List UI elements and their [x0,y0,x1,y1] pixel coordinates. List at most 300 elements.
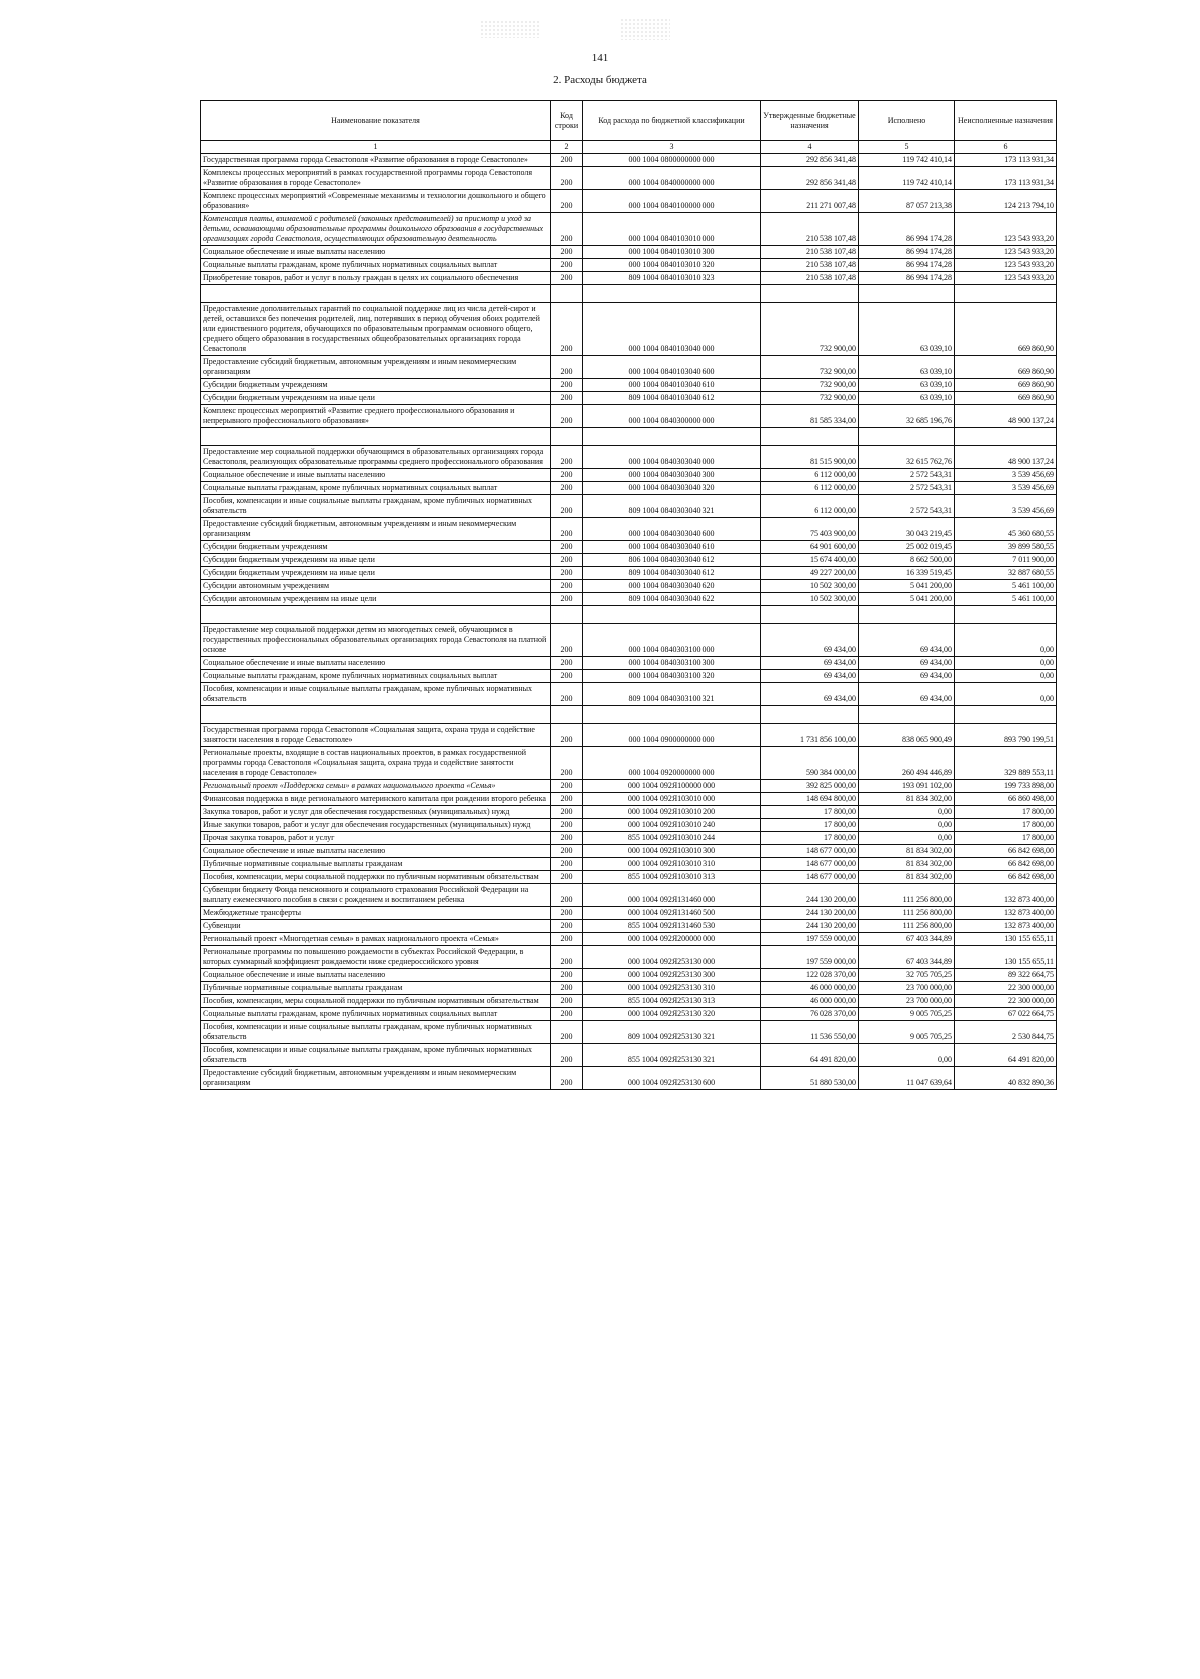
table-row [201,213,1057,246]
row-approved: 148 677 000,00 [761,845,859,858]
row-kbk: 000 1004 0840103010 320 [583,259,761,272]
row-name: Предоставление мер социальной поддержки детям из многодетных семей, обучающимся в государственных профессиональных образовательных организациях города Севастополя на платной основе [201,624,551,657]
row-unexecuted: 3 539 456,69 [955,495,1057,518]
table-row [201,272,1057,285]
row-approved: 210 538 107,48 [761,272,859,285]
row-unexecuted: 67 022 664,75 [955,1008,1057,1021]
row-unexecuted: 32 887 680,55 [955,567,1057,580]
row-executed: 111 256 800,00 [859,907,955,920]
row-line-code: 200 [551,969,583,982]
row-line-code: 200 [551,982,583,995]
row-line-code: 200 [551,1008,583,1021]
row-approved: 197 559 000,00 [761,946,859,969]
table-row [201,580,1057,593]
row-line-code: 200 [551,356,583,379]
row-unexecuted: 123 543 933,20 [955,246,1057,259]
row-approved: 244 130 200,00 [761,920,859,933]
row-name: Пособия, компенсации и иные социальные выплаты гражданам, кроме публичных нормативных обязательств [201,495,551,518]
row-approved: 211 271 007,48 [761,190,859,213]
row-executed: 2 572 543,31 [859,495,955,518]
row-unexecuted: 0,00 [955,657,1057,670]
row-executed: 0,00 [859,832,955,845]
row-unexecuted: 669 860,90 [955,303,1057,356]
row-unexecuted: 0,00 [955,624,1057,657]
column-index: 5 [859,141,955,154]
row-name: Субсидии бюджетным учреждениям [201,379,551,392]
row-line-code: 200 [551,469,583,482]
row-approved: 75 403 900,00 [761,518,859,541]
row-approved: 46 000 000,00 [761,995,859,1008]
empty-cell [859,606,955,624]
scan-noise [480,20,540,38]
row-executed: 11 047 639,64 [859,1067,955,1090]
table-row [201,793,1057,806]
row-line-code: 200 [551,405,583,428]
row-executed: 69 434,00 [859,657,955,670]
empty-cell [955,606,1057,624]
row-line-code: 200 [551,793,583,806]
row-executed: 32 705 705,25 [859,969,955,982]
row-approved: 17 800,00 [761,806,859,819]
row-name: Региональный проект «Поддержка семьи» в рамках национального проекта «Семья» [201,780,551,793]
row-unexecuted: 173 113 931,34 [955,154,1057,167]
row-name: Публичные нормативные социальные выплаты гражданам [201,858,551,871]
row-unexecuted: 17 800,00 [955,832,1057,845]
row-line-code: 200 [551,541,583,554]
row-kbk: 806 1004 0840303040 612 [583,554,761,567]
row-kbk: 000 1004 092Я103010 000 [583,793,761,806]
row-approved: 46 000 000,00 [761,982,859,995]
row-kbk: 000 1004 0840303040 610 [583,541,761,554]
row-kbk: 000 1004 092Я100000 000 [583,780,761,793]
table-row [201,541,1057,554]
page-number: 141 [591,52,609,64]
row-executed: 111 256 800,00 [859,884,955,907]
row-kbk: 000 1004 0840303040 320 [583,482,761,495]
row-kbk: 000 1004 092Я200000 000 [583,933,761,946]
row-line-code: 200 [551,845,583,858]
row-name: Пособия, компенсации, меры социальной поддержки по публичным нормативным обязательствам [201,871,551,884]
row-executed: 2 572 543,31 [859,469,955,482]
row-unexecuted: 7 011 900,00 [955,554,1057,567]
table-row [201,624,1057,657]
row-kbk: 000 1004 092Я253130 000 [583,946,761,969]
row-kbk: 000 1004 0920000000 000 [583,747,761,780]
row-name: Государственная программа города Севастополя «Развитие образования в городе Севастополе» [201,154,551,167]
section-title: 2. Расходы бюджета [553,74,647,86]
row-kbk: 000 1004 0840000000 000 [583,167,761,190]
empty-cell [583,706,761,724]
row-kbk: 000 1004 0840103010 300 [583,246,761,259]
row-approved: 590 384 000,00 [761,747,859,780]
row-kbk: 000 1004 0840103040 000 [583,303,761,356]
table-row [201,670,1057,683]
row-name: Социальные выплаты гражданам, кроме публичных нормативных социальных выплат [201,482,551,495]
row-executed: 86 994 174,28 [859,272,955,285]
row-name: Социальные выплаты гражданам, кроме публичных нормативных социальных выплат [201,1008,551,1021]
row-unexecuted: 669 860,90 [955,379,1057,392]
row-executed: 32 685 196,76 [859,405,955,428]
row-approved: 69 434,00 [761,670,859,683]
row-name: Предоставление субсидий бюджетным, автономным учреждениям и иным некоммерческим организациям [201,1067,551,1090]
table-row [201,845,1057,858]
header-line-code: Код строки [551,101,583,141]
row-executed: 16 339 519,45 [859,567,955,580]
row-executed: 69 434,00 [859,683,955,706]
row-name: Предоставление субсидий бюджетным, автономным учреждениям и иным некоммерческим организациям [201,356,551,379]
row-name: Субсидии бюджетным учреждениям на иные цели [201,554,551,567]
row-unexecuted: 17 800,00 [955,819,1057,832]
row-kbk: 855 1004 092Я253130 321 [583,1044,761,1067]
row-line-code: 200 [551,272,583,285]
table-row [201,884,1057,907]
table-row [201,946,1057,969]
table-row [201,995,1057,1008]
row-name: Предоставление субсидий бюджетным, автономным учреждениям и иным некоммерческим организациям [201,518,551,541]
header-unexecuted: Неисполненные назначения [955,101,1057,141]
row-name: Социальное обеспечение и иные выплаты населению [201,657,551,670]
row-kbk: 809 1004 0840303040 321 [583,495,761,518]
row-executed: 81 834 302,00 [859,871,955,884]
row-line-code: 200 [551,392,583,405]
row-name: Пособия, компенсации и иные социальные выплаты гражданам, кроме публичных нормативных обязательств [201,1044,551,1067]
row-line-code: 200 [551,567,583,580]
header-approved: Утвержденные бюджетные назначения [761,101,859,141]
row-unexecuted: 130 155 655,11 [955,946,1057,969]
row-unexecuted: 5 461 100,00 [955,593,1057,606]
empty-cell [859,285,955,303]
row-approved: 15 674 400,00 [761,554,859,567]
row-executed: 63 039,10 [859,356,955,379]
row-line-code: 200 [551,1067,583,1090]
empty-cell [761,428,859,446]
column-index-row [201,141,1057,154]
row-name: Социальное обеспечение и иные выплаты населению [201,969,551,982]
row-unexecuted: 124 213 794,10 [955,190,1057,213]
row-kbk: 000 1004 0840103040 610 [583,379,761,392]
row-unexecuted: 66 842 698,00 [955,845,1057,858]
row-executed: 32 615 762,76 [859,446,955,469]
row-name: Социальные выплаты гражданам, кроме публичных нормативных социальных выплат [201,670,551,683]
header-executed: Исполнено [859,101,955,141]
row-unexecuted: 130 155 655,11 [955,933,1057,946]
table-row [201,780,1057,793]
row-line-code: 200 [551,518,583,541]
row-approved: 732 900,00 [761,379,859,392]
row-unexecuted: 22 300 000,00 [955,982,1057,995]
empty-cell [859,706,955,724]
table-row [201,495,1057,518]
row-unexecuted: 669 860,90 [955,356,1057,379]
row-unexecuted: 173 113 931,34 [955,167,1057,190]
header-row [201,101,1057,141]
table-row [201,190,1057,213]
header-kbk: Код расхода по бюджетной классификации [583,101,761,141]
row-approved: 10 502 300,00 [761,593,859,606]
table-row [201,167,1057,190]
header-name: Наименование показателя [201,101,551,141]
row-name: Субсидии бюджетным учреждениям на иные цели [201,392,551,405]
row-kbk: 000 1004 0800000000 000 [583,154,761,167]
row-approved: 732 900,00 [761,303,859,356]
row-kbk: 000 1004 092Я131460 000 [583,884,761,907]
row-name: Социальное обеспечение и иные выплаты населению [201,246,551,259]
row-unexecuted: 64 491 820,00 [955,1044,1057,1067]
row-line-code: 200 [551,154,583,167]
row-executed: 86 994 174,28 [859,246,955,259]
empty-cell [201,706,551,724]
row-name: Финансовая поддержка в виде регионального материнского капитала при рождении второго ребенка [201,793,551,806]
row-approved: 6 112 000,00 [761,482,859,495]
table-row [201,303,1057,356]
row-kbk: 000 1004 0840303100 300 [583,657,761,670]
row-name: Субсидии бюджетным учреждениям на иные цели [201,567,551,580]
table-row [201,259,1057,272]
table-row [201,969,1057,982]
table-row [201,154,1057,167]
row-line-code: 200 [551,657,583,670]
row-line-code: 200 [551,933,583,946]
column-index: 6 [955,141,1057,154]
row-kbk: 000 1004 092Я103010 200 [583,806,761,819]
row-unexecuted: 66 842 698,00 [955,858,1057,871]
empty-cell [551,285,583,303]
column-index: 3 [583,141,761,154]
row-approved: 17 800,00 [761,819,859,832]
empty-cell [955,428,1057,446]
table-row [201,747,1057,780]
table-row [201,356,1057,379]
empty-cell [201,285,551,303]
row-name: Предоставление мер социальной поддержки обучающимся в образовательных организациях города Севастополя, реализующих образовательные программы среднего профессионального образования [201,446,551,469]
row-kbk: 000 1004 0840303100 000 [583,624,761,657]
row-name: Межбюджетные трансферты [201,907,551,920]
table-row [201,832,1057,845]
row-approved: 292 856 341,48 [761,154,859,167]
row-approved: 51 880 530,00 [761,1067,859,1090]
row-approved: 148 694 800,00 [761,793,859,806]
table-body [201,154,1057,1090]
row-executed: 0,00 [859,1044,955,1067]
row-kbk: 000 1004 092Я253130 600 [583,1067,761,1090]
table-row [201,858,1057,871]
row-unexecuted: 132 873 400,00 [955,920,1057,933]
row-approved: 148 677 000,00 [761,858,859,871]
row-kbk: 809 1004 0840103040 612 [583,392,761,405]
row-line-code: 200 [551,858,583,871]
empty-cell [551,706,583,724]
column-index: 4 [761,141,859,154]
row-unexecuted: 39 899 580,55 [955,541,1057,554]
row-executed: 0,00 [859,806,955,819]
row-line-code: 200 [551,806,583,819]
row-approved: 64 491 820,00 [761,1044,859,1067]
row-name: Региональный проект «Многодетная семья» в рамках национального проекта «Семья» [201,933,551,946]
row-kbk: 000 1004 0840103010 000 [583,213,761,246]
row-executed: 260 494 446,89 [859,747,955,780]
row-kbk: 855 1004 092Я103010 313 [583,871,761,884]
row-unexecuted: 22 300 000,00 [955,995,1057,1008]
row-unexecuted: 3 539 456,69 [955,469,1057,482]
spacer-row [201,706,1057,724]
row-executed: 67 403 344,89 [859,933,955,946]
row-executed: 111 256 800,00 [859,920,955,933]
row-approved: 732 900,00 [761,356,859,379]
row-kbk: 000 1004 0840303040 620 [583,580,761,593]
row-name: Субсидии автономным учреждениям на иные цели [201,593,551,606]
row-name: Приобретение товаров, работ и услуг в пользу граждан в целях их социального обеспечения [201,272,551,285]
row-approved: 392 825 000,00 [761,780,859,793]
row-kbk: 809 1004 0840303100 321 [583,683,761,706]
row-approved: 122 028 370,00 [761,969,859,982]
row-name: Прочая закупка товаров, работ и услуг [201,832,551,845]
row-line-code: 200 [551,832,583,845]
row-name: Пособия, компенсации и иные социальные выплаты гражданам, кроме публичных нормативных обязательств [201,1021,551,1044]
table-row [201,392,1057,405]
row-approved: 1 731 856 100,00 [761,724,859,747]
row-approved: 210 538 107,48 [761,259,859,272]
row-executed: 69 434,00 [859,624,955,657]
row-kbk: 809 1004 092Я253130 321 [583,1021,761,1044]
row-approved: 81 585 334,00 [761,405,859,428]
row-line-code: 200 [551,624,583,657]
table-row [201,819,1057,832]
table-row [201,1008,1057,1021]
row-line-code: 200 [551,580,583,593]
empty-cell [583,428,761,446]
row-executed: 63 039,10 [859,303,955,356]
row-approved: 69 434,00 [761,683,859,706]
row-unexecuted: 0,00 [955,670,1057,683]
row-approved: 244 130 200,00 [761,884,859,907]
row-name: Субсидии бюджетным учреждениям [201,541,551,554]
row-line-code: 200 [551,871,583,884]
row-kbk: 000 1004 0840303040 600 [583,518,761,541]
row-line-code: 200 [551,884,583,907]
row-executed: 838 065 900,49 [859,724,955,747]
spacer-row [201,285,1057,303]
row-unexecuted: 45 360 680,55 [955,518,1057,541]
table-row [201,1044,1057,1067]
expenses-table [200,100,1057,1090]
row-executed: 63 039,10 [859,392,955,405]
row-approved: 6 112 000,00 [761,469,859,482]
row-unexecuted: 132 873 400,00 [955,884,1057,907]
row-name: Пособия, компенсации, меры социальной поддержки по публичным нормативным обязательствам [201,995,551,1008]
row-executed: 81 834 302,00 [859,845,955,858]
table-row [201,1067,1057,1090]
row-unexecuted: 17 800,00 [955,806,1057,819]
empty-cell [761,606,859,624]
row-name: Субвенции [201,920,551,933]
row-name: Закупка товаров, работ и услуг для обеспечения государственных (муниципальных) нужд [201,806,551,819]
table-row [201,724,1057,747]
row-unexecuted: 123 543 933,20 [955,213,1057,246]
row-executed: 87 057 213,38 [859,190,955,213]
row-kbk: 000 1004 0840103040 600 [583,356,761,379]
row-unexecuted: 48 900 137,24 [955,446,1057,469]
table-row [201,482,1057,495]
table-row [201,683,1057,706]
row-executed: 30 043 219,45 [859,518,955,541]
row-line-code: 200 [551,482,583,495]
row-line-code: 200 [551,995,583,1008]
table-row [201,907,1057,920]
row-unexecuted: 5 461 100,00 [955,580,1057,593]
row-unexecuted: 893 790 199,51 [955,724,1057,747]
row-unexecuted: 66 860 498,00 [955,793,1057,806]
row-approved: 244 130 200,00 [761,907,859,920]
row-kbk: 000 1004 092Я103010 240 [583,819,761,832]
row-approved: 76 028 370,00 [761,1008,859,1021]
empty-cell [583,285,761,303]
row-executed: 86 994 174,28 [859,259,955,272]
empty-cell [859,428,955,446]
row-name: Субвенции бюджету Фонда пенсионного и социального страхования Российской Федерации на выплату ежемесячного пособия в связи с рождением и воспитанием ребенка [201,884,551,907]
row-unexecuted: 199 733 898,00 [955,780,1057,793]
row-name: Субсидии автономным учреждениям [201,580,551,593]
row-approved: 64 901 600,00 [761,541,859,554]
row-name: Социальное обеспечение и иные выплаты населению [201,469,551,482]
row-unexecuted: 2 530 844,75 [955,1021,1057,1044]
row-approved: 69 434,00 [761,624,859,657]
table-row [201,920,1057,933]
row-name: Иные закупки товаров, работ и услуг для обеспечения государственных (муниципальных) нужд [201,819,551,832]
empty-cell [583,606,761,624]
row-line-code: 200 [551,246,583,259]
empty-cell [201,428,551,446]
row-kbk: 855 1004 092Я131460 530 [583,920,761,933]
row-name: Публичные нормативные социальные выплаты гражданам [201,982,551,995]
table-row [201,933,1057,946]
row-line-code: 200 [551,593,583,606]
row-executed: 193 091 102,00 [859,780,955,793]
row-kbk: 000 1004 0840100000 000 [583,190,761,213]
row-approved: 6 112 000,00 [761,495,859,518]
row-line-code: 200 [551,190,583,213]
row-name: Комплексы процессных мероприятий в рамках государственной программы города Севастополя «Развитие образования в городе Севастополе» [201,167,551,190]
row-name: Предоставление дополнительных гарантий по социальной поддержке лиц из числа детей-сирот и детей, оставшихся без попечения родителей, лиц, потерявших в период обучения обоих родителей или единственного родителя, обучающихся по образовательным программам основного общего, среднего общего образования в государственных общеобразовательных организациях города Севастополя [201,303,551,356]
row-kbk: 855 1004 092Я103010 244 [583,832,761,845]
row-executed: 5 041 200,00 [859,593,955,606]
row-executed: 9 005 705,25 [859,1008,955,1021]
row-name: Социальное обеспечение и иные выплаты населению [201,845,551,858]
table-row [201,806,1057,819]
row-line-code: 200 [551,780,583,793]
row-approved: 210 538 107,48 [761,246,859,259]
row-approved: 292 856 341,48 [761,167,859,190]
row-kbk: 809 1004 0840303040 622 [583,593,761,606]
row-executed: 63 039,10 [859,379,955,392]
empty-cell [955,706,1057,724]
scan-noise [620,18,670,40]
row-line-code: 200 [551,495,583,518]
row-unexecuted: 329 889 553,11 [955,747,1057,780]
empty-cell [551,428,583,446]
row-name: Региональные проекты, входящие в состав национальных проектов, в рамках государственной программы города Севастополя «Социальная защита, охрана труда и содействие занятости населения в городе Севастополе» [201,747,551,780]
row-executed: 2 572 543,31 [859,482,955,495]
row-name: Комплекс процессных мероприятий «Современные механизмы и технологии дошкольного и общего образования» [201,190,551,213]
row-approved: 210 538 107,48 [761,213,859,246]
empty-cell [551,606,583,624]
row-kbk: 000 1004 092Я131460 500 [583,907,761,920]
row-approved: 11 536 550,00 [761,1021,859,1044]
row-unexecuted: 0,00 [955,683,1057,706]
row-approved: 148 677 000,00 [761,871,859,884]
row-line-code: 200 [551,724,583,747]
row-kbk: 809 1004 0840303040 612 [583,567,761,580]
table-row [201,405,1057,428]
